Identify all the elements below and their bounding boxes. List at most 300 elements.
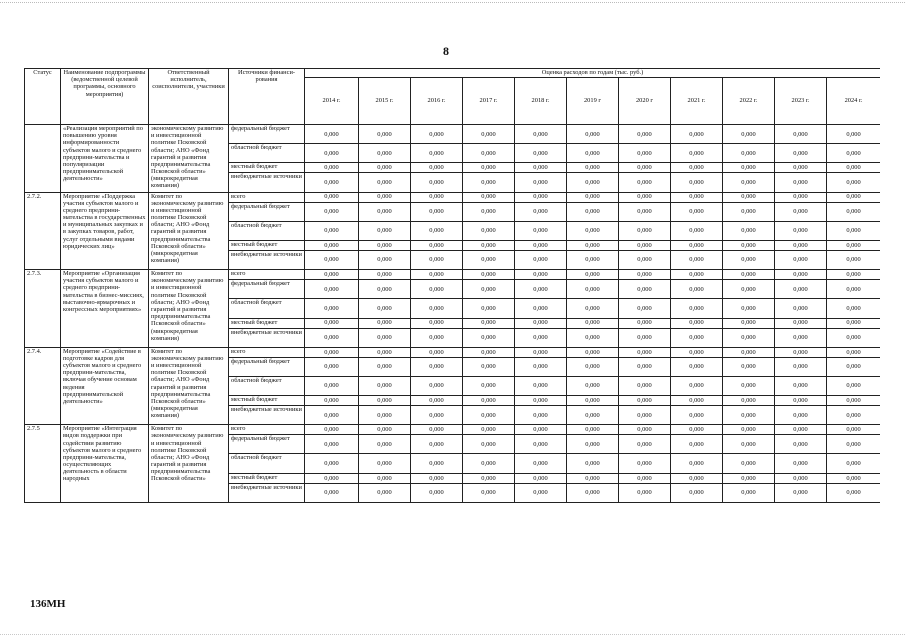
source-cell: внебюджетные источники — [229, 250, 305, 269]
value-cell: 0,000 — [723, 202, 775, 221]
value-cell: 0,000 — [305, 454, 359, 473]
value-cell: 0,000 — [305, 270, 359, 280]
value-cell: 0,000 — [359, 270, 411, 280]
value-cell: 0,000 — [411, 192, 463, 202]
value-cell: 0,000 — [305, 425, 359, 435]
value-cell: 0,000 — [775, 192, 827, 202]
source-cell: внебюджетные источники — [229, 173, 305, 192]
value-cell: 0,000 — [515, 192, 567, 202]
source-cell: внебюджетные источники — [229, 328, 305, 347]
value-cell: 0,000 — [567, 280, 619, 299]
value-cell: 0,000 — [359, 202, 411, 221]
value-cell: 0,000 — [671, 318, 723, 328]
value-cell: 0,000 — [827, 357, 881, 376]
value-cell: 0,000 — [619, 328, 671, 347]
value-cell: 0,000 — [827, 202, 881, 221]
source-cell: внебюджетные источники — [229, 483, 305, 502]
source-cell: местный бюджет — [229, 240, 305, 250]
value-cell: 0,000 — [671, 240, 723, 250]
value-cell: 0,000 — [671, 173, 723, 192]
value-cell: 0,000 — [723, 192, 775, 202]
value-cell: 0,000 — [827, 173, 881, 192]
value-cell: 0,000 — [359, 347, 411, 357]
value-cell: 0,000 — [567, 396, 619, 406]
header-year: 2023 г. — [775, 78, 827, 125]
value-cell: 0,000 — [305, 240, 359, 250]
value-cell: 0,000 — [723, 473, 775, 483]
value-cell: 0,000 — [619, 280, 671, 299]
value-cell: 0,000 — [411, 144, 463, 163]
source-cell: внебюджетные источники — [229, 406, 305, 425]
value-cell: 0,000 — [411, 318, 463, 328]
table-row — [25, 125, 881, 144]
value-cell: 0,000 — [463, 425, 515, 435]
value-cell: 0,000 — [775, 280, 827, 299]
value-cell: 0,000 — [515, 425, 567, 435]
value-cell: 0,000 — [305, 280, 359, 299]
value-cell: 0,000 — [619, 221, 671, 240]
document-code: 136МН — [30, 598, 66, 610]
value-cell: 0,000 — [827, 473, 881, 483]
value-cell: 0,000 — [775, 483, 827, 502]
header-source: Источники финанси-рования — [229, 69, 305, 125]
value-cell: 0,000 — [723, 299, 775, 318]
value-cell: 0,000 — [305, 318, 359, 328]
source-cell: местный бюджет — [229, 318, 305, 328]
value-cell: 0,000 — [411, 299, 463, 318]
value-cell: 0,000 — [827, 125, 881, 144]
value-cell: 0,000 — [775, 396, 827, 406]
value-cell: 0,000 — [775, 357, 827, 376]
value-cell: 0,000 — [827, 435, 881, 454]
value-cell: 0,000 — [515, 473, 567, 483]
status-cell: 2.7.5 — [25, 425, 61, 503]
value-cell: 0,000 — [359, 396, 411, 406]
status-cell: 2.7.3. — [25, 270, 61, 348]
value-cell: 0,000 — [775, 270, 827, 280]
value-cell: 0,000 — [411, 473, 463, 483]
value-cell: 0,000 — [775, 406, 827, 425]
value-cell: 0,000 — [775, 125, 827, 144]
value-cell: 0,000 — [515, 454, 567, 473]
value-cell: 0,000 — [619, 270, 671, 280]
value-cell: 0,000 — [305, 483, 359, 502]
executor-cell: Комитет по экономическому развитию и инвестиционной политике Псковской области; АНО «Фонд гарантий и развития предпринимательства Псковской области» (микрокредитная компания) — [149, 270, 229, 348]
scan-edge-top — [0, 2, 905, 3]
value-cell: 0,000 — [671, 221, 723, 240]
source-cell: всего — [229, 425, 305, 435]
value-cell: 0,000 — [567, 299, 619, 318]
value-cell: 0,000 — [723, 125, 775, 144]
value-cell: 0,000 — [619, 357, 671, 376]
source-cell: областной бюджет — [229, 144, 305, 163]
value-cell: 0,000 — [359, 144, 411, 163]
value-cell: 0,000 — [671, 347, 723, 357]
table-row — [25, 192, 881, 202]
value-cell: 0,000 — [775, 221, 827, 240]
value-cell: 0,000 — [619, 396, 671, 406]
value-cell: 0,000 — [567, 250, 619, 269]
source-cell: всего — [229, 192, 305, 202]
source-cell: местный бюджет — [229, 473, 305, 483]
value-cell: 0,000 — [619, 376, 671, 395]
value-cell: 0,000 — [359, 318, 411, 328]
value-cell: 0,000 — [671, 425, 723, 435]
value-cell: 0,000 — [827, 328, 881, 347]
value-cell: 0,000 — [827, 250, 881, 269]
value-cell: 0,000 — [515, 202, 567, 221]
value-cell: 0,000 — [775, 347, 827, 357]
value-cell: 0,000 — [671, 192, 723, 202]
value-cell: 0,000 — [567, 454, 619, 473]
value-cell: 0,000 — [359, 125, 411, 144]
value-cell: 0,000 — [359, 406, 411, 425]
value-cell: 0,000 — [515, 270, 567, 280]
value-cell: 0,000 — [723, 270, 775, 280]
value-cell: 0,000 — [411, 406, 463, 425]
value-cell: 0,000 — [515, 299, 567, 318]
value-cell: 0,000 — [463, 144, 515, 163]
value-cell: 0,000 — [463, 435, 515, 454]
value-cell: 0,000 — [463, 357, 515, 376]
value-cell: 0,000 — [671, 357, 723, 376]
value-cell: 0,000 — [567, 270, 619, 280]
source-cell: всего — [229, 270, 305, 280]
value-cell: 0,000 — [411, 163, 463, 173]
value-cell: 0,000 — [305, 406, 359, 425]
value-cell: 0,000 — [827, 270, 881, 280]
value-cell: 0,000 — [411, 396, 463, 406]
status-cell: 2.7.2. — [25, 192, 61, 270]
value-cell: 0,000 — [411, 347, 463, 357]
value-cell: 0,000 — [723, 425, 775, 435]
scan-edge-bottom — [0, 634, 905, 635]
value-cell: 0,000 — [411, 270, 463, 280]
value-cell: 0,000 — [305, 125, 359, 144]
value-cell: 0,000 — [827, 144, 881, 163]
name-cell: Мероприятие «Организация участия субъектов малого и среднего предприни-мательства в бизнес-миссиях, выставочно-ярмарочных и конгрессных мероприятиях» — [61, 270, 149, 348]
value-cell: 0,000 — [359, 483, 411, 502]
value-cell: 0,000 — [723, 240, 775, 250]
value-cell: 0,000 — [305, 473, 359, 483]
value-cell: 0,000 — [515, 163, 567, 173]
value-cell: 0,000 — [619, 406, 671, 425]
value-cell: 0,000 — [359, 454, 411, 473]
value-cell: 0,000 — [411, 357, 463, 376]
value-cell: 0,000 — [305, 192, 359, 202]
value-cell: 0,000 — [463, 396, 515, 406]
value-cell: 0,000 — [359, 435, 411, 454]
value-cell: 0,000 — [671, 202, 723, 221]
value-cell: 0,000 — [619, 435, 671, 454]
value-cell: 0,000 — [359, 240, 411, 250]
value-cell: 0,000 — [515, 435, 567, 454]
value-cell: 0,000 — [775, 250, 827, 269]
value-cell: 0,000 — [463, 299, 515, 318]
value-cell: 0,000 — [619, 454, 671, 473]
value-cell: 0,000 — [723, 357, 775, 376]
value-cell: 0,000 — [567, 473, 619, 483]
header-year: 2014 г. — [305, 78, 359, 125]
value-cell: 0,000 — [305, 144, 359, 163]
value-cell: 0,000 — [567, 406, 619, 425]
value-cell: 0,000 — [671, 163, 723, 173]
value-cell: 0,000 — [463, 125, 515, 144]
value-cell: 0,000 — [305, 376, 359, 395]
status-cell — [25, 125, 61, 193]
value-cell: 0,000 — [827, 454, 881, 473]
value-cell: 0,000 — [305, 173, 359, 192]
value-cell: 0,000 — [723, 435, 775, 454]
value-cell: 0,000 — [305, 163, 359, 173]
value-cell: 0,000 — [411, 125, 463, 144]
value-cell: 0,000 — [775, 144, 827, 163]
value-cell: 0,000 — [619, 163, 671, 173]
value-cell: 0,000 — [619, 318, 671, 328]
value-cell: 0,000 — [723, 454, 775, 473]
value-cell: 0,000 — [515, 250, 567, 269]
value-cell: 0,000 — [827, 406, 881, 425]
source-cell: областной бюджет — [229, 454, 305, 473]
source-cell: местный бюджет — [229, 163, 305, 173]
value-cell: 0,000 — [463, 406, 515, 425]
value-cell: 0,000 — [411, 240, 463, 250]
value-cell: 0,000 — [359, 299, 411, 318]
name-cell: «Реализация мероприятий по повышению уровня информированности субъектов малого и среднего предприни-мательства и популяризации предпринимательской деятельности» — [61, 125, 149, 193]
value-cell: 0,000 — [827, 318, 881, 328]
header-year: 2024 г. — [827, 78, 881, 125]
value-cell: 0,000 — [359, 250, 411, 269]
name-cell: Мероприятие «Поддержка участия субъектов малого и среднего предприни-мательства в государственных и муниципальных закупках и в закупках товаров, работ, услуг отдельными видами юридических лиц» — [61, 192, 149, 270]
value-cell: 0,000 — [463, 250, 515, 269]
value-cell: 0,000 — [775, 328, 827, 347]
value-cell: 0,000 — [567, 202, 619, 221]
value-cell: 0,000 — [671, 328, 723, 347]
value-cell: 0,000 — [411, 280, 463, 299]
value-cell: 0,000 — [515, 318, 567, 328]
value-cell: 0,000 — [619, 192, 671, 202]
value-cell: 0,000 — [567, 435, 619, 454]
value-cell: 0,000 — [463, 221, 515, 240]
value-cell: 0,000 — [723, 144, 775, 163]
value-cell: 0,000 — [827, 280, 881, 299]
value-cell: 0,000 — [723, 163, 775, 173]
header-year: 2017 г. — [463, 78, 515, 125]
table-body — [25, 125, 881, 503]
value-cell: 0,000 — [671, 483, 723, 502]
value-cell: 0,000 — [567, 347, 619, 357]
value-cell: 0,000 — [411, 202, 463, 221]
source-cell: местный бюджет — [229, 396, 305, 406]
value-cell: 0,000 — [463, 173, 515, 192]
source-cell: федеральный бюджет — [229, 202, 305, 221]
source-cell: федеральный бюджет — [229, 280, 305, 299]
name-cell: Мероприятие «Интеграция видов поддержки при содействии развитию субъектов малого и среднего предприни-мательства, осуществляющих деятельность в области народных — [61, 425, 149, 503]
value-cell: 0,000 — [359, 192, 411, 202]
header-executor: Ответственный исполнитель, соисполнители, участники — [149, 69, 229, 125]
value-cell: 0,000 — [359, 473, 411, 483]
value-cell: 0,000 — [359, 376, 411, 395]
value-cell: 0,000 — [827, 483, 881, 502]
value-cell: 0,000 — [515, 144, 567, 163]
value-cell: 0,000 — [359, 163, 411, 173]
value-cell: 0,000 — [305, 221, 359, 240]
value-cell: 0,000 — [567, 240, 619, 250]
value-cell: 0,000 — [619, 173, 671, 192]
value-cell: 0,000 — [671, 396, 723, 406]
value-cell: 0,000 — [515, 240, 567, 250]
value-cell: 0,000 — [671, 454, 723, 473]
value-cell: 0,000 — [463, 270, 515, 280]
value-cell: 0,000 — [775, 473, 827, 483]
header-year: 2020 г — [619, 78, 671, 125]
value-cell: 0,000 — [515, 347, 567, 357]
value-cell: 0,000 — [775, 454, 827, 473]
value-cell: 0,000 — [463, 328, 515, 347]
value-cell: 0,000 — [723, 280, 775, 299]
value-cell: 0,000 — [775, 376, 827, 395]
value-cell: 0,000 — [463, 240, 515, 250]
value-cell: 0,000 — [463, 202, 515, 221]
value-cell: 0,000 — [463, 163, 515, 173]
value-cell: 0,000 — [515, 357, 567, 376]
value-cell: 0,000 — [671, 250, 723, 269]
value-cell: 0,000 — [359, 221, 411, 240]
value-cell: 0,000 — [411, 328, 463, 347]
value-cell: 0,000 — [515, 376, 567, 395]
value-cell: 0,000 — [723, 376, 775, 395]
expenditure-table-wrapper — [24, 68, 880, 588]
value-cell: 0,000 — [775, 240, 827, 250]
value-cell: 0,000 — [305, 299, 359, 318]
source-cell: областной бюджет — [229, 221, 305, 240]
value-cell: 0,000 — [775, 425, 827, 435]
value-cell: 0,000 — [671, 473, 723, 483]
value-cell: 0,000 — [567, 173, 619, 192]
value-cell: 0,000 — [515, 483, 567, 502]
value-cell: 0,000 — [671, 270, 723, 280]
value-cell: 0,000 — [827, 376, 881, 395]
value-cell: 0,000 — [723, 318, 775, 328]
value-cell: 0,000 — [671, 144, 723, 163]
value-cell: 0,000 — [463, 376, 515, 395]
value-cell: 0,000 — [567, 144, 619, 163]
value-cell: 0,000 — [463, 483, 515, 502]
value-cell: 0,000 — [827, 425, 881, 435]
value-cell: 0,000 — [827, 192, 881, 202]
value-cell: 0,000 — [463, 473, 515, 483]
value-cell: 0,000 — [723, 250, 775, 269]
executor-cell: Комитет по экономическому развитию и инвестиционной политике Псковской области; АНО «Фонд гарантий и развития предпринимательства Псковской области» (микрокредитная компания) — [149, 192, 229, 270]
value-cell: 0,000 — [411, 425, 463, 435]
value-cell: 0,000 — [359, 173, 411, 192]
value-cell: 0,000 — [515, 396, 567, 406]
value-cell: 0,000 — [515, 328, 567, 347]
expenditure-table — [24, 68, 880, 503]
value-cell: 0,000 — [515, 221, 567, 240]
value-cell: 0,000 — [305, 328, 359, 347]
value-cell: 0,000 — [775, 318, 827, 328]
value-cell: 0,000 — [619, 425, 671, 435]
executor-cell: экономическому развитию и инвестиционной политике Псковской области; АНО «Фонд гарантий и развития предпринимательства Псковской области» (микрокредитная компания) — [149, 125, 229, 193]
value-cell: 0,000 — [463, 454, 515, 473]
value-cell: 0,000 — [671, 280, 723, 299]
source-cell: федеральный бюджет — [229, 435, 305, 454]
value-cell: 0,000 — [723, 396, 775, 406]
value-cell: 0,000 — [827, 163, 881, 173]
value-cell: 0,000 — [411, 173, 463, 192]
executor-cell: Комитет по экономическому развитию и инвестиционной политике Псковской области; АНО «Фонд гарантий и развития предпринимательства Псковской области» — [149, 425, 229, 503]
value-cell: 0,000 — [723, 221, 775, 240]
value-cell: 0,000 — [619, 144, 671, 163]
value-cell: 0,000 — [567, 125, 619, 144]
source-cell: областной бюджет — [229, 376, 305, 395]
value-cell: 0,000 — [305, 396, 359, 406]
value-cell: 0,000 — [411, 435, 463, 454]
header-name: Наименование подпрограммы (ведомственной целевой программы, основного мероприятия) — [61, 69, 149, 125]
source-cell: федеральный бюджет — [229, 125, 305, 144]
value-cell: 0,000 — [671, 376, 723, 395]
value-cell: 0,000 — [775, 173, 827, 192]
value-cell: 0,000 — [359, 280, 411, 299]
value-cell: 0,000 — [827, 347, 881, 357]
source-cell: федеральный бюджет — [229, 357, 305, 376]
value-cell: 0,000 — [515, 125, 567, 144]
value-cell: 0,000 — [567, 483, 619, 502]
header-estimate: Оценка расходов по годам (тыс. руб.) — [305, 69, 881, 78]
table-row — [25, 347, 881, 357]
header-year: 2022 г. — [723, 78, 775, 125]
value-cell: 0,000 — [723, 173, 775, 192]
value-cell: 0,000 — [463, 347, 515, 357]
value-cell: 0,000 — [619, 473, 671, 483]
value-cell: 0,000 — [619, 125, 671, 144]
value-cell: 0,000 — [359, 425, 411, 435]
value-cell: 0,000 — [827, 396, 881, 406]
value-cell: 0,000 — [411, 376, 463, 395]
value-cell: 0,000 — [567, 425, 619, 435]
value-cell: 0,000 — [827, 221, 881, 240]
source-cell: всего — [229, 347, 305, 357]
value-cell: 0,000 — [775, 202, 827, 221]
value-cell: 0,000 — [411, 250, 463, 269]
value-cell: 0,000 — [359, 328, 411, 347]
value-cell: 0,000 — [775, 299, 827, 318]
header-year: 2019 г — [567, 78, 619, 125]
value-cell: 0,000 — [305, 202, 359, 221]
value-cell: 0,000 — [671, 125, 723, 144]
table-row — [25, 425, 881, 435]
value-cell: 0,000 — [567, 328, 619, 347]
value-cell: 0,000 — [619, 347, 671, 357]
value-cell: 0,000 — [567, 318, 619, 328]
value-cell: 0,000 — [723, 406, 775, 425]
value-cell: 0,000 — [619, 240, 671, 250]
table-row — [25, 270, 881, 280]
value-cell: 0,000 — [463, 192, 515, 202]
header-year: 2015 г. — [359, 78, 411, 125]
value-cell: 0,000 — [723, 347, 775, 357]
value-cell: 0,000 — [567, 192, 619, 202]
value-cell: 0,000 — [305, 347, 359, 357]
value-cell: 0,000 — [619, 202, 671, 221]
name-cell: Мероприятие «Содействие в подготовке кадров для субъектов малого и среднего предприни-мательства, включая обучение основам ведения предпринимательской деятельности» — [61, 347, 149, 425]
value-cell: 0,000 — [515, 173, 567, 192]
value-cell: 0,000 — [619, 483, 671, 502]
value-cell: 0,000 — [567, 163, 619, 173]
value-cell: 0,000 — [463, 318, 515, 328]
value-cell: 0,000 — [671, 406, 723, 425]
